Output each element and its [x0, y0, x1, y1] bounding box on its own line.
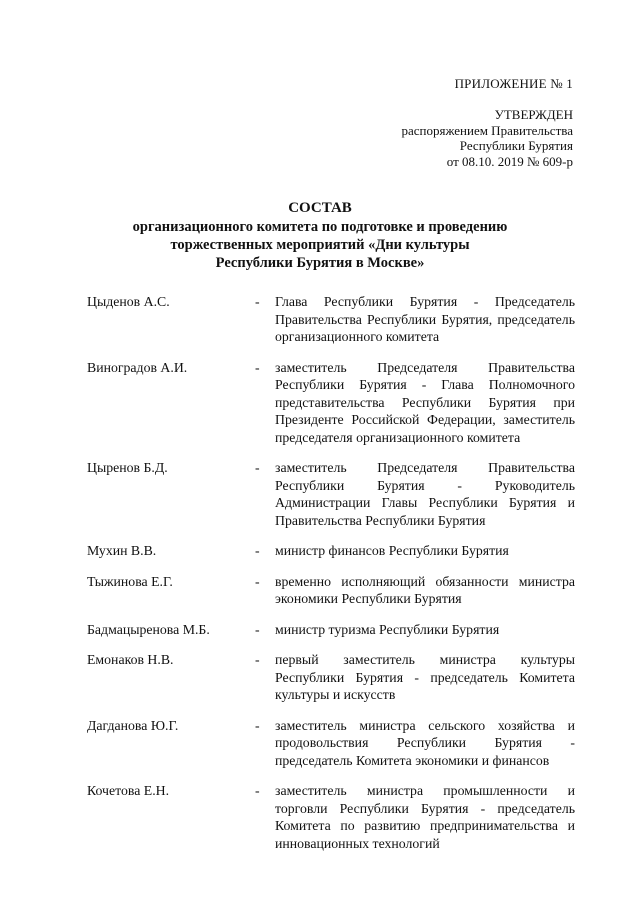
member-dash: -: [255, 573, 260, 589]
member-row: [87, 359, 575, 447]
member-role: министр туризма Республики Бурятия: [275, 621, 500, 637]
member-name: Виноградов А.И.: [87, 359, 188, 375]
approval-status: УТВЕРЖДЕН: [494, 107, 573, 122]
member-name: Емонаков Н.В.: [87, 652, 174, 667]
document-title: [0, 199, 640, 272]
member-row: [87, 621, 575, 639]
member-row: [87, 717, 575, 770]
member-dash: -: [255, 543, 260, 558]
appendix-label: ПРИЛОЖЕНИЕ № 1: [454, 76, 573, 91]
member-dash: -: [255, 294, 260, 309]
member-dash: -: [255, 652, 260, 667]
member-role: заместитель Председателя Правительства Республики Бурятия - Глава Полномочного представительства Республики Бурятия при Президенте Российской Федерации, заместитель председателя организационного комитета: [275, 359, 575, 445]
member-row: [87, 459, 575, 529]
member-dash: -: [255, 460, 260, 475]
member-name: Мухин В.В.: [87, 543, 157, 558]
member-row: [87, 651, 575, 704]
member-name: Дагданова Ю.Г.: [87, 717, 179, 733]
approval-block: [401, 107, 573, 169]
approval-authority: распоряжением Правительства: [401, 122, 573, 138]
member-dash: -: [255, 717, 260, 733]
member-role: заместитель министра сельского хозяйства и продовольствия Республики Бурятия - председатель Комитета экономики и финансов: [275, 717, 575, 768]
member-role: министр финансов Республики Бурятия: [275, 543, 509, 558]
member-dash: -: [255, 783, 260, 798]
member-name: Цыренов Б.Д.: [87, 460, 168, 475]
member-row: [87, 542, 575, 560]
member-role: заместитель министра промышленности и торговли Республики Бурятия - председатель Комитета по развитию предпринимательства и инновационных технологий: [275, 783, 575, 851]
member-dash: -: [255, 621, 260, 637]
member-name: Тыжинова Е.Г.: [87, 573, 173, 589]
member-row: [87, 782, 575, 852]
member-role: заместитель Председателя Правительства Республики Бурятия - Руководитель Администрации Главы Республики Бурятия и Правительства Республики Бурятия: [275, 460, 575, 528]
member-role: временно исполняющий обязанности министра экономики Республики Бурятия: [275, 573, 575, 606]
member-row: [87, 293, 575, 346]
approval-republic: Республики Бурятия: [459, 138, 573, 153]
member-name: Цыденов А.С.: [87, 294, 170, 309]
committee-members-list: [87, 293, 575, 865]
title-main: СОСТАВ: [288, 200, 352, 216]
member-name: Бадмацыренова М.Б.: [87, 621, 210, 637]
title-line-2: торжественных мероприятий «Дни культуры: [170, 237, 470, 253]
member-dash: -: [255, 359, 260, 375]
title-line-3: Республики Бурятия в Москве»: [215, 255, 425, 271]
member-row: [87, 573, 575, 608]
member-role: Глава Республики Бурятия - Председатель Правительства Республики Бурятия, председатель организационного комитета: [275, 294, 575, 344]
member-name: Кочетова Е.Н.: [87, 783, 170, 798]
member-role: первый заместитель министра культуры Республики Бурятия - председатель Комитета культуры и искусств: [275, 652, 575, 702]
title-line-1: организационного комитета по подготовке и проведению: [132, 219, 508, 235]
approval-date-number: от 08.10. 2019 № 609-р: [446, 153, 573, 169]
